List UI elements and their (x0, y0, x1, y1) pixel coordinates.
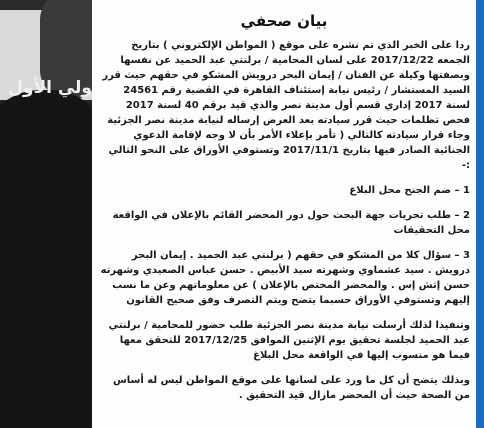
photo-wall-text: ولي الأول (8, 78, 92, 98)
list-item: 2 – طلب تحريات جهة البحث حول دور المحضر القائم بالإعلان في الواقعة محل التحقيقات (112, 210, 470, 236)
speaker-photo (0, 0, 92, 428)
list-item: 3 – سؤال كلا من المشكو في حقهم ( برلنتي عبد الحميد . إيمان البحر درويش . سيد عشماوي وشهرته سيد الأبيض . حسن عباس الصعيدي وشهرته حسن إتش إس . والمحضر المختص بالإعلان ) عن معلوماتهم وعن ما نسب إليهم وتستوفي الأوراق حسبما يتضح ويتم التصرف وفق صحيح القانون (100, 250, 470, 306)
document-title: بيان صحفي (240, 12, 328, 30)
right-border-strip (476, 0, 484, 428)
followup-paragraph: وتنفيذا لذلك أرسلت نيابة مدينة نصر الجزئية طلب حضور للمحامية / برلنتي عبد الحميد لجلسة تحقيق يوم الإثنين الموافق 2017/12/25 للتحقق معها فيما هو منسوب إليها في الواقعة محل البلاغ (108, 320, 470, 361)
list-item: 1 – ضم الجنح محل البلاغ (349, 185, 470, 196)
speaker-suit (0, 90, 92, 428)
document-body (98, 38, 470, 413)
conclusion-paragraph: وبذلك يتضح أن كل ما ورد على لسانها على موقع المواطن ليس له أساس من الصحة حيث أن المحضر مازال قيد التحقيق . (112, 375, 470, 401)
intro-paragraph: ردا على الخبر الذي تم نشره على موقع ( المواطن الإلكتروني ) بتاريخ الجمعه 2017/12/22 على لسان المحامية / برلنتي عبد الحميد عن نفسها وبصفتها وكيلة عن الفنان / إيمان البحر درويش المشكو في حقهم حيث قرر السيد المستشار / رئيس نيابة إستئناف القاهرة في القضية رقم 24561 لسنة 2017 إداري قسم أول مدينة نصر والذي قيد برقم 40 لسنة 2017 فحص تظلمات حيث قرر سيادته بعد العرض إرساله لنيابة مدينة نصر الجزئية وجاء قرار سيادته كالتالي ( تأمر بإعلاء الأمر بأن لا وجه لإقامة الدعوي الجنائية الصادر فيها بتاريخ 2017/11/1 وتستوفي الأوراق على النحو التالي :- (102, 40, 470, 171)
press-release-document (92, 0, 476, 428)
